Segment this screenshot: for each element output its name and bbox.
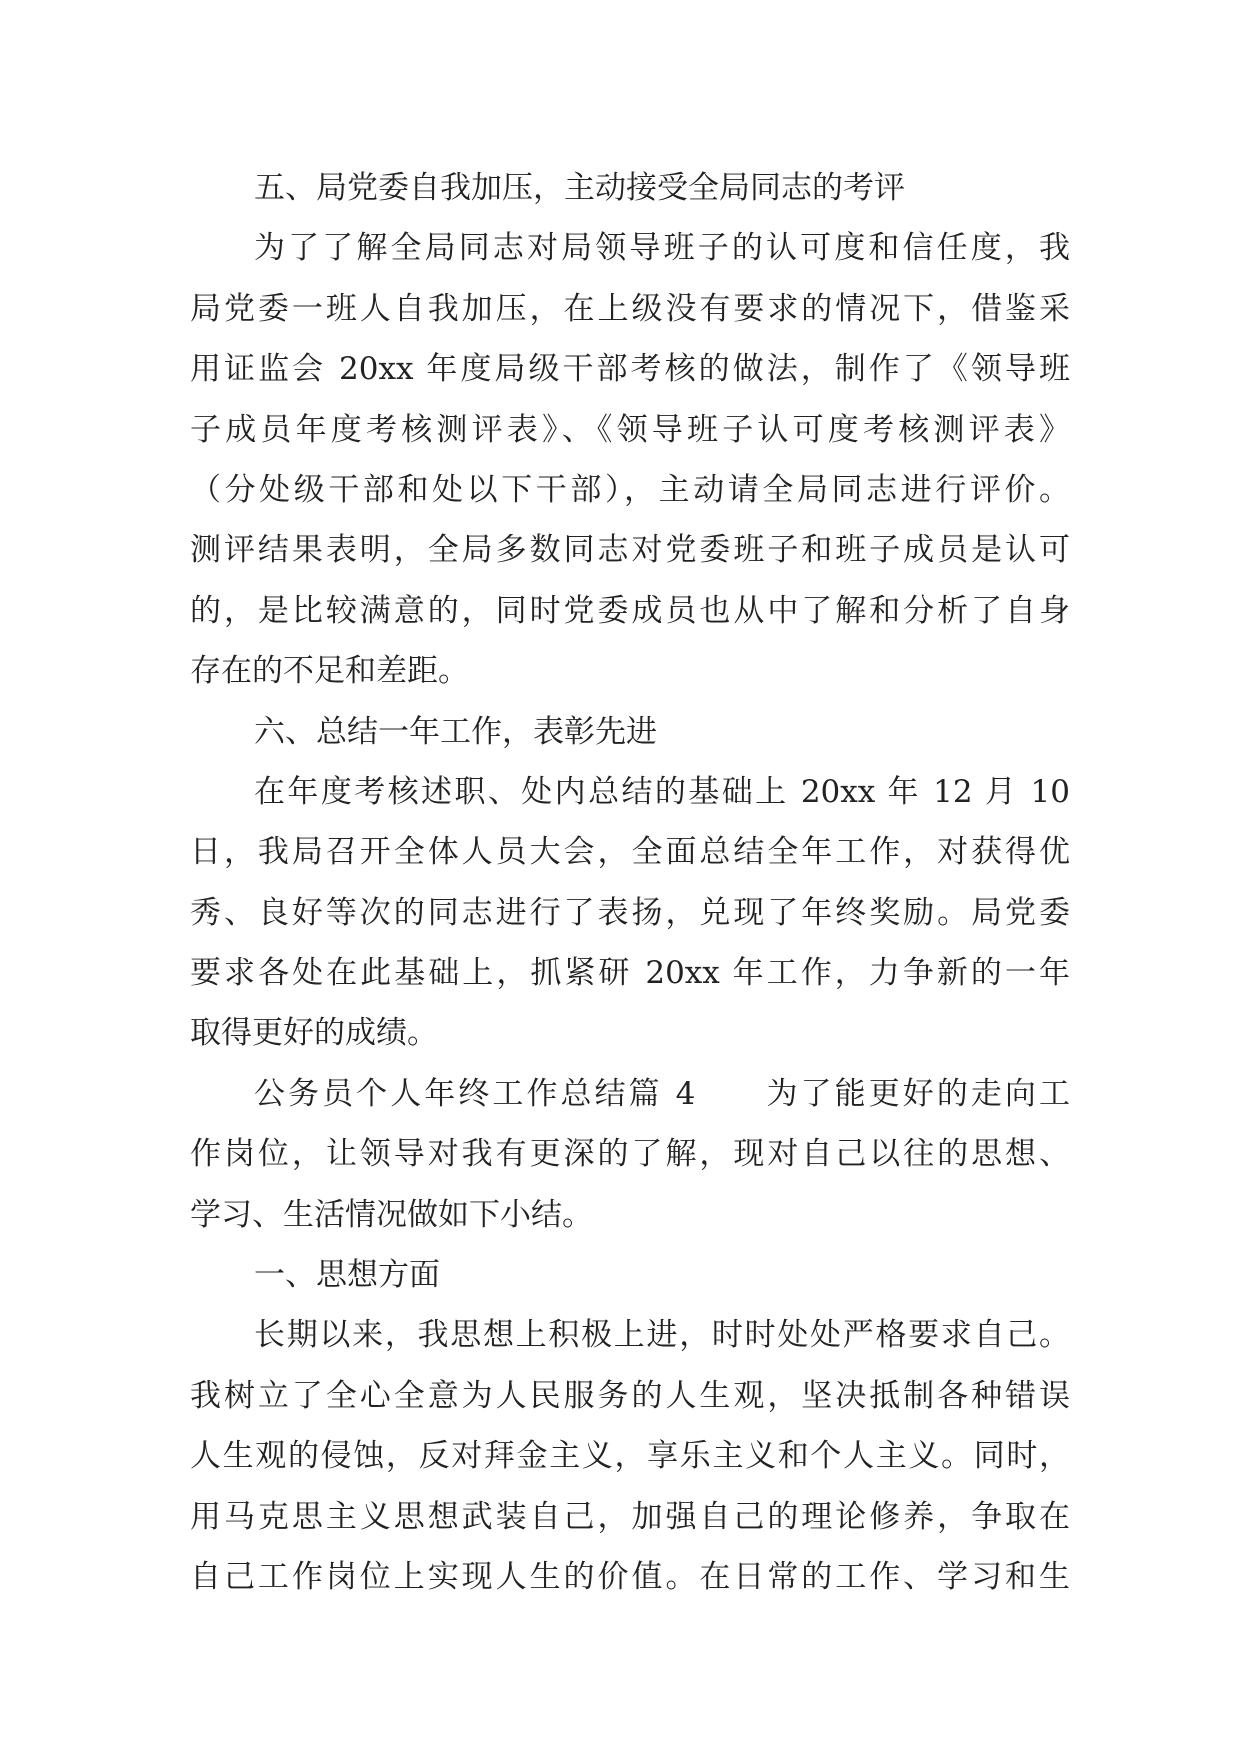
text-line-10: 六、总结一年工作，表彰先进 xyxy=(254,713,657,750)
text-line-9: 存在的不足和差距。 xyxy=(190,653,469,690)
text-line-2: 为了了解全局同志对局领导班子的认可度和信任度，我 xyxy=(254,230,1070,267)
text-line-15: 取得更好的成绩。 xyxy=(190,1015,438,1052)
text-line-20: 长期以来，我思想上积极上进，时时处处严格要求自己。 xyxy=(254,1317,1070,1354)
text-line-12: 日，我局召开全体人员大会，全面总结全年工作，对获得优 xyxy=(190,834,1070,871)
text-line-4: 用证监会 20xx 年度局级干部考核的做法，制作了《领导班 xyxy=(190,351,1070,388)
text-line-13: 秀、良好等次的同志进行了表扬，兑现了年终奖励。局党委 xyxy=(190,894,1070,931)
text-line-6: （分处级干部和处以下干部），主动请全局同志进行评价。 xyxy=(190,471,1070,508)
text-line-18: 学习、生活情况做如下小结。 xyxy=(190,1196,593,1233)
text-line-8: 的，是比较满意的，同时党委成员也从中了解和分析了自身 xyxy=(190,592,1070,629)
text-line-19: 一、思想方面 xyxy=(254,1257,440,1294)
text-line-22: 人生观的侵蚀，反对拜金主义，享乐主义和个人主义。同时， xyxy=(190,1438,1070,1475)
document-body xyxy=(190,158,1070,1607)
text-line-21: 我树立了全心全意为人民服务的人生观，坚决抵制各种错误 xyxy=(190,1377,1070,1414)
text-line-5: 子成员年度考核测评表》、《领导班子认可度考核测评表》 xyxy=(190,411,1070,448)
text-line-3: 局党委一班人自我加压，在上级没有要求的情况下，借鉴采 xyxy=(190,290,1070,327)
text-line-17: 作岗位，让领导对我有更深的了解，现对自己以往的思想、 xyxy=(190,1136,1070,1173)
text-line-23: 用马克思主义思想武装自己，加强自己的理论修养，争取在 xyxy=(190,1498,1070,1535)
text-line-14: 要求各处在此基础上，抓紧研 20xx 年工作，力争新的一年 xyxy=(190,955,1070,992)
text-line-1: 五、局党委自我加压，主动接受全局同志的考评 xyxy=(254,170,905,206)
text-line-7: 测评结果表明，全局多数同志对党委班子和班子成员是认可 xyxy=(190,532,1070,569)
text-line-16: 公务员个人年终工作总结篇 4 为了能更好的走向工 xyxy=(254,1075,1070,1112)
text-line-11: 在年度考核述职、处内总结的基础上 20xx 年 12 月 10 xyxy=(254,773,1070,810)
text-line-24: 自己工作岗位上实现人生的价值。在日常的工作、学习和生 xyxy=(190,1558,1070,1595)
